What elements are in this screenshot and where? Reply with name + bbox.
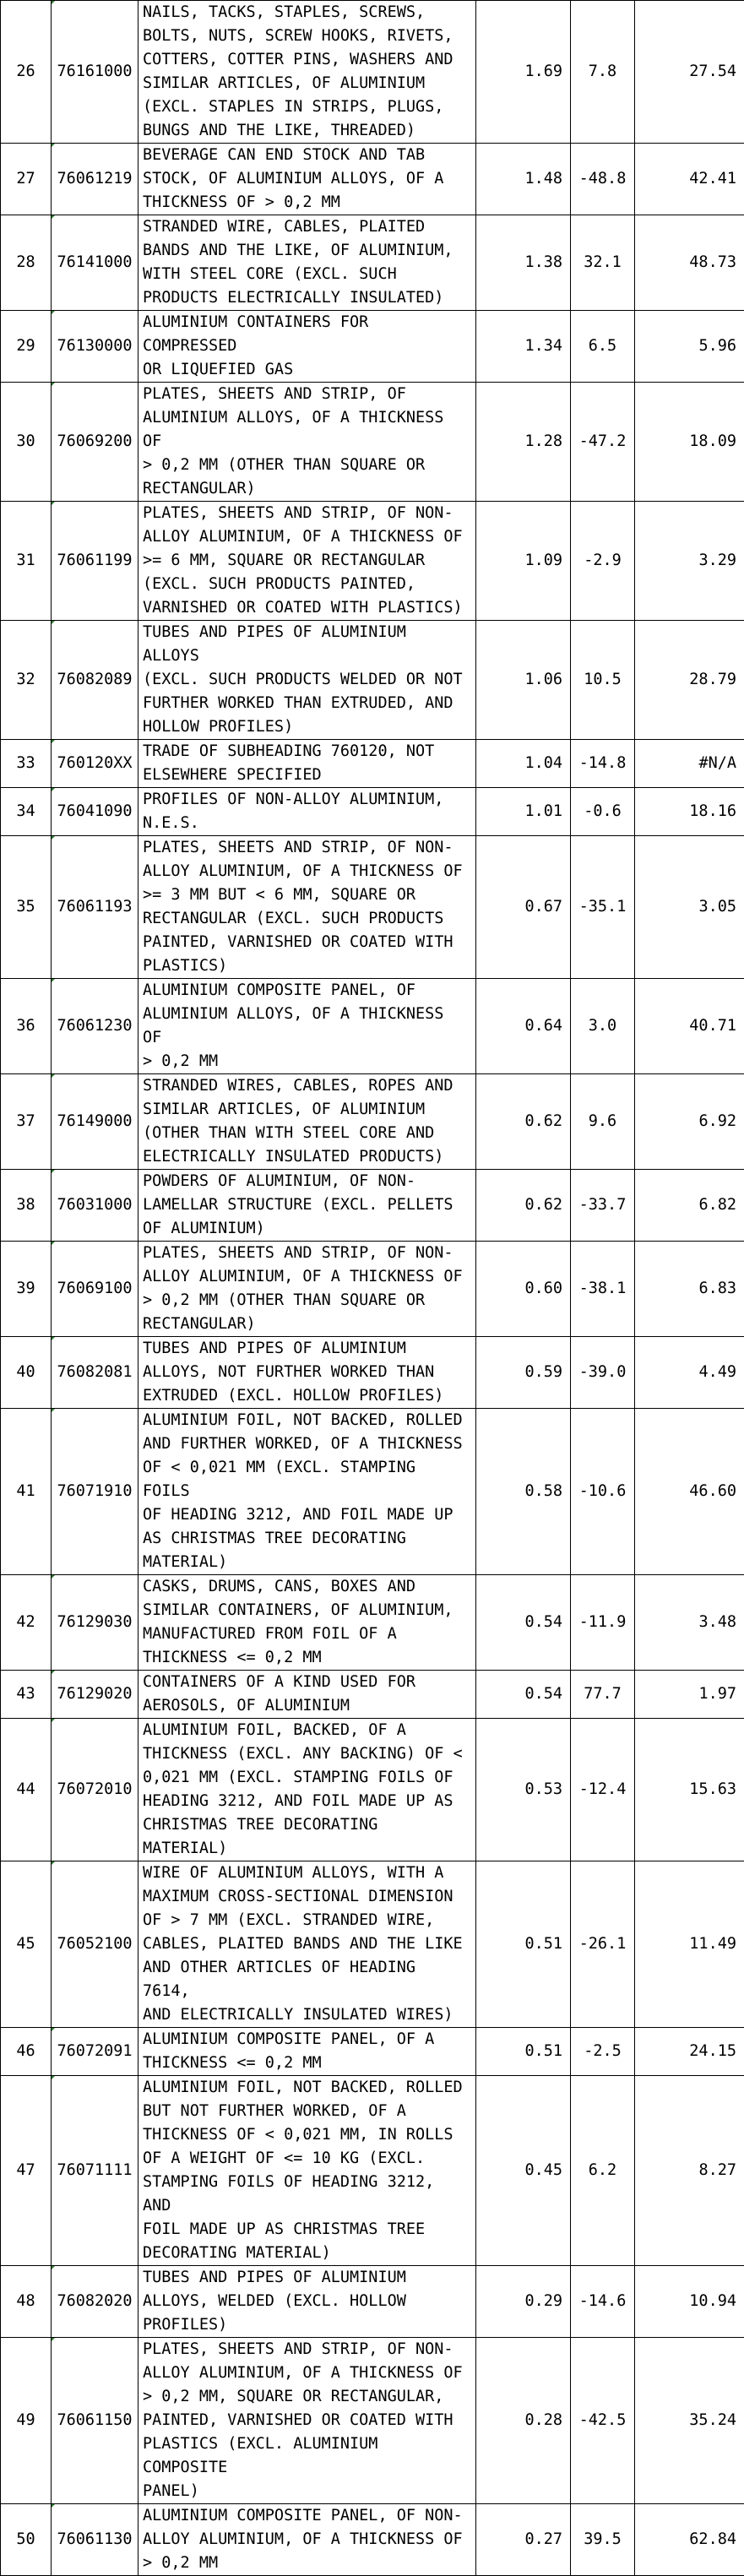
value-cell: 1.38 — [476, 215, 571, 311]
table-row — [1, 788, 744, 836]
hs-code-cell: 76061199 — [52, 502, 138, 621]
hs-code-cell: 76061230 — [52, 979, 138, 1074]
rank-cell: 40 — [1, 1337, 52, 1409]
share-cell: 28.79 — [635, 621, 744, 740]
share-cell: 3.29 — [635, 502, 744, 621]
table-row — [1, 1409, 744, 1575]
value-cell: 1.04 — [476, 740, 571, 788]
hs-code-cell: 76082020 — [52, 2266, 138, 2338]
share-cell: #N/A — [635, 740, 744, 788]
hs-code-cell: 76072091 — [52, 2028, 138, 2076]
rank-cell: 32 — [1, 621, 52, 740]
share-cell: 6.92 — [635, 1074, 744, 1170]
share-cell: 40.71 — [635, 979, 744, 1074]
hs-code-cell: 76161000 — [52, 1, 138, 144]
table-row — [1, 1, 744, 144]
change-cell: 32.1 — [571, 215, 635, 311]
value-cell: 1.34 — [476, 311, 571, 383]
description-cell: ALUMINIUM CONTAINERS FOR COMPRESSED OR LIQUEFIED GAS — [138, 311, 476, 383]
hs-code-cell: 76061193 — [52, 836, 138, 979]
rank-cell: 39 — [1, 1242, 52, 1337]
share-cell: 24.15 — [635, 2028, 744, 2076]
table-row — [1, 1337, 744, 1409]
rank-cell: 28 — [1, 215, 52, 311]
hs-code-cell: 76041090 — [52, 788, 138, 836]
change-cell: -39.0 — [571, 1337, 635, 1409]
share-cell: 3.48 — [635, 1575, 744, 1671]
description-cell: ALUMINIUM FOIL, NOT BACKED, ROLLED AND FURTHER WORKED, OF A THICKNESS OF < 0,021 MM (EXCL. STAMPING FOILS OF HEADING 3212, AND FOIL MADE UP AS CHRISTMAS TREE DECORATING MATERIAL) — [138, 1409, 476, 1575]
rank-cell: 46 — [1, 2028, 52, 2076]
share-cell: 46.60 — [635, 1409, 744, 1575]
description-cell: PLATES, SHEETS AND STRIP, OF ALUMINIUM ALLOYS, OF A THICKNESS OF > 0,2 MM (OTHER THAN SQUARE OR RECTANGULAR) — [138, 383, 476, 502]
share-cell: 5.96 — [635, 311, 744, 383]
value-cell: 0.58 — [476, 1409, 571, 1575]
rank-cell: 26 — [1, 1, 52, 144]
value-cell: 0.64 — [476, 979, 571, 1074]
change-cell: -47.2 — [571, 383, 635, 502]
change-cell: 10.5 — [571, 621, 635, 740]
description-cell: ALUMINIUM COMPOSITE PANEL, OF NON- ALLOY ALUMINIUM, OF A THICKNESS OF > 0,2 MM — [138, 2504, 476, 2576]
value-cell: 0.29 — [476, 2266, 571, 2338]
table-row — [1, 502, 744, 621]
hs-code-cell: 76031000 — [52, 1170, 138, 1242]
hs-code-cell: 760120XX — [52, 740, 138, 788]
rank-cell: 31 — [1, 502, 52, 621]
value-cell: 1.09 — [476, 502, 571, 621]
change-cell: -10.6 — [571, 1409, 635, 1575]
hs-code-cell: 76082081 — [52, 1337, 138, 1409]
hs-code-cell: 76071910 — [52, 1409, 138, 1575]
hs-code-cell: 76141000 — [52, 215, 138, 311]
table-row — [1, 2266, 744, 2338]
table-row — [1, 1575, 744, 1671]
share-cell: 4.49 — [635, 1337, 744, 1409]
description-cell: CASKS, DRUMS, CANS, BOXES AND SIMILAR CONTAINERS, OF ALUMINIUM, MANUFACTURED FROM FOIL OF A THICKNESS <= 0,2 MM — [138, 1575, 476, 1671]
rank-cell: 27 — [1, 144, 52, 215]
rank-cell: 29 — [1, 311, 52, 383]
change-cell: -0.6 — [571, 788, 635, 836]
share-cell: 6.82 — [635, 1170, 744, 1242]
value-cell: 1.48 — [476, 144, 571, 215]
hs-code-cell: 76149000 — [52, 1074, 138, 1170]
table-row — [1, 1671, 744, 1719]
value-cell: 0.51 — [476, 1861, 571, 2028]
change-cell: 7.8 — [571, 1, 635, 144]
description-cell: POWDERS OF ALUMINIUM, OF NON- LAMELLAR STRUCTURE (EXCL. PELLETS OF ALUMINIUM) — [138, 1170, 476, 1242]
change-cell: 77.7 — [571, 1671, 635, 1719]
table-row — [1, 2076, 744, 2266]
value-cell: 0.53 — [476, 1719, 571, 1861]
description-cell: PLATES, SHEETS AND STRIP, OF NON- ALLOY ALUMINIUM, OF A THICKNESS OF > 0,2 MM (OTHER THAN SQUARE OR RECTANGULAR) — [138, 1242, 476, 1337]
value-cell: 0.54 — [476, 1575, 571, 1671]
value-cell: 0.67 — [476, 836, 571, 979]
hs-code-cell: 76052100 — [52, 1861, 138, 2028]
share-cell: 48.73 — [635, 215, 744, 311]
value-cell: 0.59 — [476, 1337, 571, 1409]
value-cell: 1.06 — [476, 621, 571, 740]
rank-cell: 49 — [1, 2338, 52, 2504]
table-row — [1, 621, 744, 740]
table-row — [1, 1719, 744, 1861]
rank-cell: 42 — [1, 1575, 52, 1671]
change-cell: -14.6 — [571, 2266, 635, 2338]
description-cell: TRADE OF SUBHEADING 760120, NOT ELSEWHERE SPECIFIED — [138, 740, 476, 788]
table-row — [1, 2338, 744, 2504]
rank-cell: 38 — [1, 1170, 52, 1242]
description-cell: STRANDED WIRES, CABLES, ROPES AND SIMILAR ARTICLES, OF ALUMINIUM (OTHER THAN WITH STEEL CORE AND ELECTRICALLY INSULATED PRODUCTS) — [138, 1074, 476, 1170]
change-cell: -38.1 — [571, 1242, 635, 1337]
change-cell: -48.8 — [571, 144, 635, 215]
change-cell: -2.5 — [571, 2028, 635, 2076]
description-cell: NAILS, TACKS, STAPLES, SCREWS, BOLTS, NUTS, SCREW HOOKS, RIVETS, COTTERS, COTTER PINS, WASHERS AND SIMILAR ARTICLES, OF ALUMINIUM (EXCL. STAPLES IN STRIPS, PLUGS, BUNGS AND THE LIKE, THREADED) — [138, 1, 476, 144]
description-cell: ALUMINIUM COMPOSITE PANEL, OF A THICKNESS <= 0,2 MM — [138, 2028, 476, 2076]
change-cell: 6.5 — [571, 311, 635, 383]
table-row — [1, 979, 744, 1074]
description-cell: PLATES, SHEETS AND STRIP, OF NON- ALLOY ALUMINIUM, OF A THICKNESS OF >= 6 MM, SQUARE OR RECTANGULAR (EXCL. SUCH PRODUCTS PAINTED, VARNISHED OR COATED WITH PLASTICS) — [138, 502, 476, 621]
share-cell: 27.54 — [635, 1, 744, 144]
change-cell: -26.1 — [571, 1861, 635, 2028]
hs-code-cell: 76082089 — [52, 621, 138, 740]
rank-cell: 41 — [1, 1409, 52, 1575]
table-row — [1, 2504, 744, 2576]
value-cell: 0.62 — [476, 1170, 571, 1242]
change-cell: 6.2 — [571, 2076, 635, 2266]
share-cell: 62.84 — [635, 2504, 744, 2576]
value-cell: 1.28 — [476, 383, 571, 502]
hs-code-cell: 76129020 — [52, 1671, 138, 1719]
table-row — [1, 836, 744, 979]
change-cell: -11.9 — [571, 1575, 635, 1671]
rank-cell: 35 — [1, 836, 52, 979]
change-cell: 9.6 — [571, 1074, 635, 1170]
rank-cell: 47 — [1, 2076, 52, 2266]
description-cell: TUBES AND PIPES OF ALUMINIUM ALLOYS, WELDED (EXCL. HOLLOW PROFILES) — [138, 2266, 476, 2338]
change-cell: 39.5 — [571, 2504, 635, 2576]
hs-code-cell: 76061219 — [52, 144, 138, 215]
rank-cell: 33 — [1, 740, 52, 788]
hs-code-cell: 76069200 — [52, 383, 138, 502]
table-row — [1, 1170, 744, 1242]
table-row — [1, 740, 744, 788]
hs-code-cell: 76069100 — [52, 1242, 138, 1337]
rank-cell: 43 — [1, 1671, 52, 1719]
rank-cell: 34 — [1, 788, 52, 836]
share-cell: 10.94 — [635, 2266, 744, 2338]
table-row — [1, 2028, 744, 2076]
share-cell: 15.63 — [635, 1719, 744, 1861]
share-cell: 1.97 — [635, 1671, 744, 1719]
table-row — [1, 311, 744, 383]
rank-cell: 45 — [1, 1861, 52, 2028]
table-body — [1, 1, 744, 2576]
value-cell: 1.69 — [476, 1, 571, 144]
description-cell: PLATES, SHEETS AND STRIP, OF NON- ALLOY ALUMINIUM, OF A THICKNESS OF >= 3 MM BUT < 6 MM, SQUARE OR RECTANGULAR (EXCL. SUCH PRODUCTS PAINTED, VARNISHED OR COATED WITH PLASTICS) — [138, 836, 476, 979]
hs-code-cell: 76130000 — [52, 311, 138, 383]
value-cell: 0.28 — [476, 2338, 571, 2504]
value-cell: 0.51 — [476, 2028, 571, 2076]
description-cell: PLATES, SHEETS AND STRIP, OF NON- ALLOY ALUMINIUM, OF A THICKNESS OF > 0,2 MM, SQUARE OR RECTANGULAR, PAINTED, VARNISHED OR COATED WITH PLASTICS (EXCL. ALUMINIUM COMPOSITE PANEL) — [138, 2338, 476, 2504]
description-cell: BEVERAGE CAN END STOCK AND TAB STOCK, OF ALUMINIUM ALLOYS, OF A THICKNESS OF > 0,2 MM — [138, 144, 476, 215]
change-cell: -35.1 — [571, 836, 635, 979]
rank-cell: 44 — [1, 1719, 52, 1861]
rank-cell: 48 — [1, 2266, 52, 2338]
description-cell: TUBES AND PIPES OF ALUMINIUM ALLOYS (EXCL. SUCH PRODUCTS WELDED OR NOT FURTHER WORKED THAN EXTRUDED, AND HOLLOW PROFILES) — [138, 621, 476, 740]
rank-cell: 36 — [1, 979, 52, 1074]
share-cell: 3.05 — [635, 836, 744, 979]
hs-code-cell: 76061150 — [52, 2338, 138, 2504]
share-cell: 11.49 — [635, 1861, 744, 2028]
hs-code-cell: 76061130 — [52, 2504, 138, 2576]
table-row — [1, 1074, 744, 1170]
value-cell: 0.60 — [476, 1242, 571, 1337]
change-cell: 3.0 — [571, 979, 635, 1074]
hs-code-cell: 76071111 — [52, 2076, 138, 2266]
rank-cell: 30 — [1, 383, 52, 502]
description-cell: CONTAINERS OF A KIND USED FOR AEROSOLS, OF ALUMINIUM — [138, 1671, 476, 1719]
share-cell: 18.16 — [635, 788, 744, 836]
table-row — [1, 215, 744, 311]
share-cell: 8.27 — [635, 2076, 744, 2266]
description-cell: ALUMINIUM FOIL, NOT BACKED, ROLLED BUT NOT FURTHER WORKED, OF A THICKNESS OF < 0,021 MM, IN ROLLS OF A WEIGHT OF <= 10 KG (EXCL. STAMPING FOILS OF HEADING 3212, AND FOIL MADE UP AS CHRISTMAS TREE DECORATING MATERIAL) — [138, 2076, 476, 2266]
value-cell: 0.62 — [476, 1074, 571, 1170]
table-row — [1, 1861, 744, 2028]
description-cell: TUBES AND PIPES OF ALUMINIUM ALLOYS, NOT FURTHER WORKED THAN EXTRUDED (EXCL. HOLLOW PROFILES) — [138, 1337, 476, 1409]
description-cell: ALUMINIUM COMPOSITE PANEL, OF ALUMINIUM ALLOYS, OF A THICKNESS OF > 0,2 MM — [138, 979, 476, 1074]
value-cell: 1.01 — [476, 788, 571, 836]
hs-code-cell: 76072010 — [52, 1719, 138, 1861]
value-cell: 0.54 — [476, 1671, 571, 1719]
value-cell: 0.27 — [476, 2504, 571, 2576]
description-cell: ALUMINIUM FOIL, BACKED, OF A THICKNESS (EXCL. ANY BACKING) OF < 0,021 MM (EXCL. STAMPING FOILS OF HEADING 3212, AND FOIL MADE UP AS CHRISTMAS TREE DECORATING MATERIAL) — [138, 1719, 476, 1861]
description-cell: WIRE OF ALUMINIUM ALLOYS, WITH A MAXIMUM CROSS-SECTIONAL DIMENSION OF > 7 MM (EXCL. STRANDED WIRE, CABLES, PLAITED BANDS AND THE LIKE AND OTHER ARTICLES OF HEADING 7614, AND ELECTRICALLY INSULATED WIRES) — [138, 1861, 476, 2028]
rank-cell: 37 — [1, 1074, 52, 1170]
change-cell: -42.5 — [571, 2338, 635, 2504]
description-cell: PROFILES OF NON-ALLOY ALUMINIUM, N.E.S. — [138, 788, 476, 836]
table-row — [1, 383, 744, 502]
change-cell: -14.8 — [571, 740, 635, 788]
change-cell: -2.9 — [571, 502, 635, 621]
share-cell: 6.83 — [635, 1242, 744, 1337]
description-cell: STRANDED WIRE, CABLES, PLAITED BANDS AND THE LIKE, OF ALUMINIUM, WITH STEEL CORE (EXCL. SUCH PRODUCTS ELECTRICALLY INSULATED) — [138, 215, 476, 311]
hs-code-cell: 76129030 — [52, 1575, 138, 1671]
change-cell: -33.7 — [571, 1170, 635, 1242]
table-row — [1, 144, 744, 215]
value-cell: 0.45 — [476, 2076, 571, 2266]
share-cell: 35.24 — [635, 2338, 744, 2504]
change-cell: -12.4 — [571, 1719, 635, 1861]
share-cell: 18.09 — [635, 383, 744, 502]
rank-cell: 50 — [1, 2504, 52, 2576]
share-cell: 42.41 — [635, 144, 744, 215]
table-row — [1, 1242, 744, 1337]
